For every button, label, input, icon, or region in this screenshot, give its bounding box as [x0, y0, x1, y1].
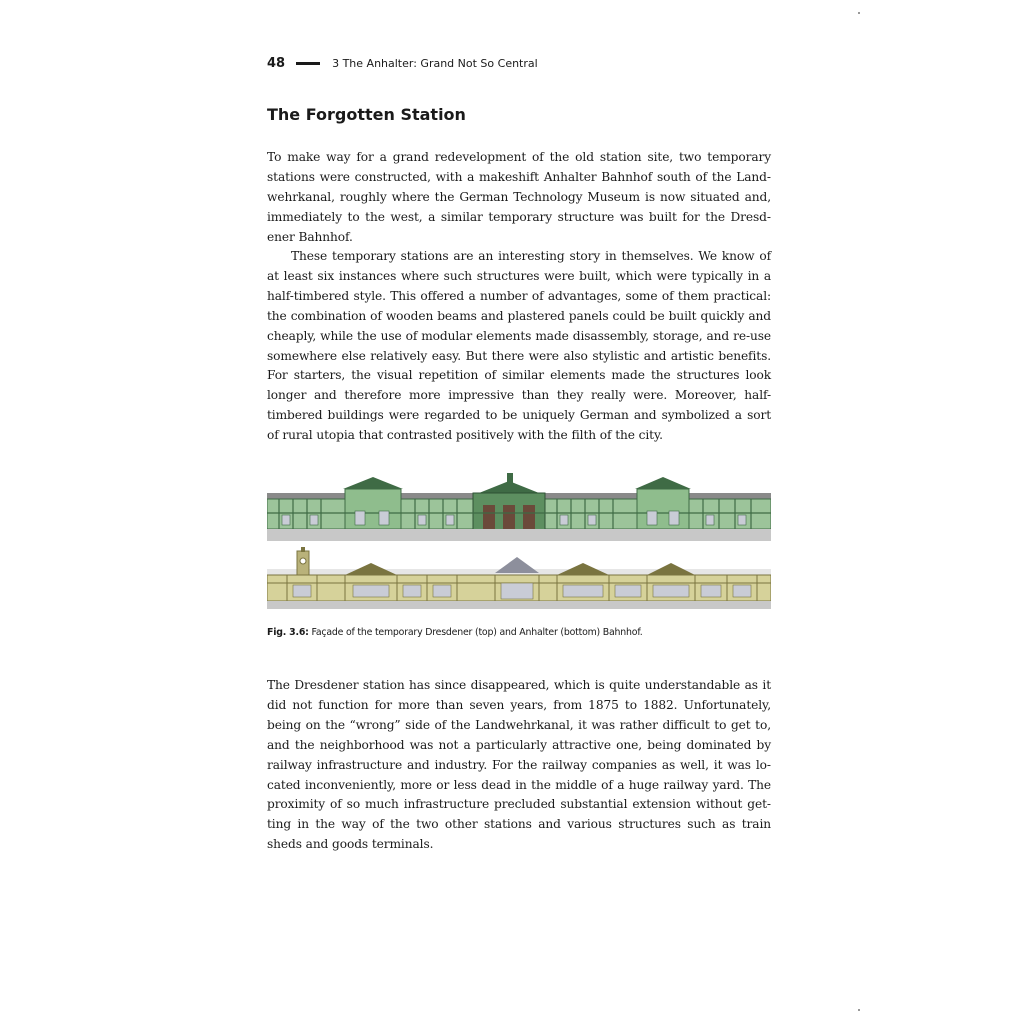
figure-facades — [267, 471, 771, 611]
station-facade-drawings — [267, 471, 771, 611]
running-title: 3 The Anhalter: Grand Not So Central — [332, 56, 538, 70]
header-rule — [296, 62, 320, 65]
body-paragraph-3: The Dresdener station has since disappeared, which is quite understandable as it did not function for more than seven years, from 1875 to 1882. Unfortunately, being on the “wrong” side of the Landwehrkanal, it was rather difficult to get to, and the neighborhood was not a particularly attractive one, being dominated by railway infrastructure and industry. For the railway companies as well, it was located inconveniently, more or less dead in the middle of a huge railway yard. The proximity of so much infrastructure precluded substantial extension without getting in the way of the two other stations and various structures such as train sheds and goods terminals. — [267, 678, 771, 852]
section-title: The Forgotten Station — [267, 105, 466, 124]
anhalter-facade-drawing — [267, 547, 771, 609]
crop-mark — [858, 1009, 860, 1011]
body-paragraph-2: These temporary stations are an interesting story in themselves. We know of at least six instances where such structures were built, which were typically in a half-timbered style. This offered a number of advantages, some of them practical: the combination of wooden beams and plastered panels could be built quickly and cheaply, while the use of modular elements made disassembly, storage, and re-use somewhere else relatively easy. But there were also stylistic and artistic benefits. For starters, the visual repetition of similar elements made the structures look longer and therefore more impressive than they really were. Moreover, half-timbered buildings were regarded to be uniquely German and symbolized a sort of rural utopia that contrasted positively with the filth of the city. — [267, 249, 771, 443]
body-paragraph-1: To make way for a grand redevelopment of the old station site, two temporary stations were constructed, with a makeshift Anhalter Bahnhof south of the Landwehrkanal, roughly where the German Technology Museum is now situated and, immediately to the west, a similar temporary structure was built for the Dresdener Bahnhof. — [267, 150, 771, 244]
running-header — [267, 53, 538, 73]
page-number: 48 — [267, 55, 286, 71]
figure-caption — [267, 627, 771, 638]
crop-mark — [858, 12, 860, 14]
figure-caption-text: Façade of the temporary Dresdener (top) and Anhalter (bottom) Bahnhof. — [308, 627, 643, 638]
dresdener-facade-drawing — [267, 473, 771, 541]
figure-label: Fig. 3.6: — [267, 627, 309, 638]
